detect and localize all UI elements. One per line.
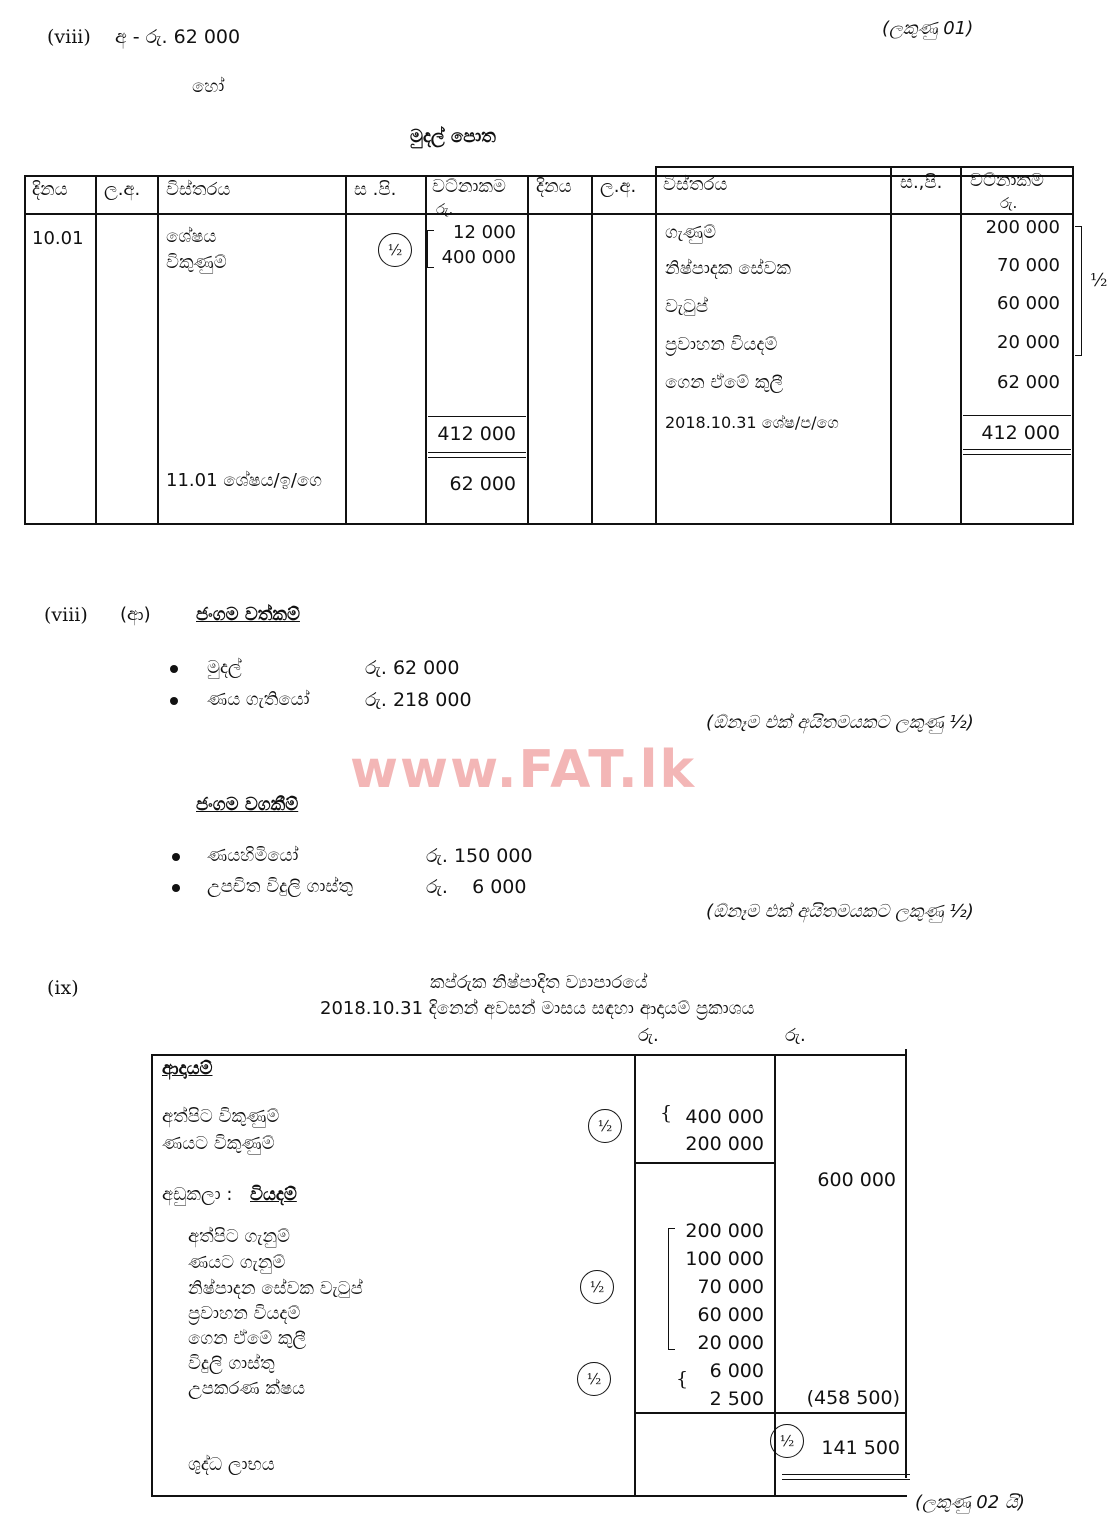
header-amount: වට්නාකම [432, 176, 506, 197]
watermark: www.FAT.lk [350, 740, 697, 800]
left-total: 412 000 [437, 423, 516, 445]
sub-question: (ආ) [120, 604, 151, 625]
asset-value: රු. 218 000 [365, 689, 472, 711]
entry-purchases: ගැණුම් [665, 222, 717, 243]
entry-production-staff: නිෂ්පාදක සේවක [665, 258, 791, 279]
entry-date: 10.01 [32, 228, 84, 249]
income-item: අත්පිට විකුණුම් [162, 1106, 280, 1127]
amount: 20 000 [697, 1332, 764, 1354]
asset-name: මුදල් [207, 657, 242, 678]
header-details: විස්තරය [663, 174, 728, 195]
marks-label: (ඕනෑම එක් අයිතමයකට ලකුණු ½) [706, 901, 974, 922]
expense-item: විදුලි ගාස්තු [188, 1353, 275, 1374]
amount: 20 000 [997, 332, 1060, 353]
asset-value: රු. 62 000 [365, 657, 460, 679]
balance-cd: 2018.10.31 ශේෂ/ප/ගෙ [665, 413, 839, 432]
amount: 400 000 [441, 247, 516, 268]
balance-bd: 11.01 ශේෂය/ඉ/ගෙ [166, 470, 323, 491]
amount: 200 000 [685, 1220, 764, 1242]
net-profit: 141 500 [821, 1437, 900, 1459]
income-total: 600 000 [817, 1169, 896, 1191]
balance-bd-amount: 62 000 [449, 473, 516, 495]
amount: 6 000 [709, 1360, 764, 1382]
header-ledger: ස .පි. [354, 179, 397, 200]
income-heading: ආදායම් [162, 1058, 213, 1079]
amount: 12 000 [453, 222, 516, 243]
header-rs: රු. [1000, 194, 1018, 212]
income-item: ණයට විකුණුම් [162, 1133, 275, 1154]
amount: 60 000 [697, 1304, 764, 1326]
question-number: (viii) [44, 604, 88, 626]
liability-value: රු. 6 000 [426, 876, 527, 898]
half-mark-circle: ½ [577, 1362, 611, 1396]
header-amount: වට්නාකම [970, 170, 1044, 191]
entry-sales: විකුණුම් [166, 252, 227, 273]
cash-book-title: මුදල් පොත [410, 126, 496, 147]
entry-wages: වැටුප් [665, 296, 709, 317]
half-mark-circle: ½ [580, 1270, 614, 1304]
less-label: අඩුකලා : [162, 1184, 233, 1205]
header-date: දිනය [536, 176, 572, 197]
amount: 2 500 [709, 1388, 764, 1410]
expense-item: ප්‍රවාහන වියදම් [188, 1303, 301, 1324]
asset-name: ණය ගැතියෝ [207, 689, 310, 710]
amount: 200 000 [685, 1133, 764, 1155]
or-text: හෝ [192, 76, 225, 97]
amount: 62 000 [997, 372, 1060, 393]
header-folio: ල.අ. [600, 176, 637, 197]
liability-name: උපචිත විදුලි ගාස්තු [207, 876, 353, 897]
header-details: විස්තරය [166, 179, 231, 200]
question-number: (viii) [47, 26, 91, 48]
current-assets-title: ජංගම වත්කම් [196, 604, 300, 625]
liability-value: රු. 150 000 [426, 845, 533, 867]
half-mark-cut: ½ [1090, 270, 1107, 291]
amount: 70 000 [997, 255, 1060, 276]
expense-item: ගෙන ඒමේ කුලී [188, 1328, 307, 1349]
header-rs: රු. [436, 200, 454, 218]
liability-name: ණයහිමියෝ [207, 845, 299, 866]
expense-item: ණයට ගැනුම් [188, 1252, 286, 1273]
amount: 100 000 [685, 1248, 764, 1270]
answer-line: අ - රු. 62 000 [115, 26, 241, 48]
expense-item: නිෂ්පාදන සේවක වැටුප් [188, 1278, 363, 1299]
half-mark-circle: ½ [588, 1109, 622, 1143]
bracket-glyph: { [660, 1102, 673, 1124]
bracket-glyph: { [676, 1368, 689, 1390]
marks-label: (ලකුණු 01) [882, 18, 974, 39]
column-rs: රු. [638, 1025, 659, 1046]
expenses-heading: වියදම් [250, 1184, 297, 1205]
half-mark-circle: ½ [378, 233, 412, 267]
amount: 200 000 [985, 217, 1060, 238]
net-profit-label: ශුද්ධ ලාභය [188, 1454, 275, 1475]
expense-item: අත්පිට ගැනුම් [188, 1226, 291, 1247]
half-mark-circle: ½ [770, 1424, 804, 1458]
statement-subtitle: 2018.10.31 දිනෙන් අවසන් මාසය සඳහා ආදායම් ප්‍රකාශය [320, 998, 755, 1019]
amount: 60 000 [997, 293, 1060, 314]
right-total: 412 000 [981, 422, 1060, 444]
header-folio: ල.අ. [104, 179, 141, 200]
amount: 400 000 [685, 1106, 764, 1128]
header-ledger: ස.,පි. [900, 172, 943, 193]
entry-transport: ප්‍රවාහන වියදම් [665, 334, 778, 355]
marks-label: (ඕනෑම එක් අයිතමයකට ලකුණු ½) [706, 712, 974, 733]
header-date: දිනය [32, 179, 68, 200]
statement-title: කප්රුක නිෂ්පාදිත ව්‍යාපාරයේ [430, 972, 648, 993]
expense-total: (458 500) [806, 1387, 900, 1409]
entry-balance: ශේෂය [166, 226, 217, 247]
marks-label: (ලකුණු 02 යි) [915, 1492, 1025, 1513]
current-liabilities-title: ජංගම වගකීම් [196, 794, 299, 815]
question-number: (ix) [47, 977, 79, 999]
column-rs: රු. [785, 1025, 806, 1046]
entry-carriage: ගෙන ඒමේ කුලී [665, 372, 784, 393]
expense-item: උපකරණ ක්ෂය [188, 1378, 306, 1399]
amount: 70 000 [697, 1276, 764, 1298]
